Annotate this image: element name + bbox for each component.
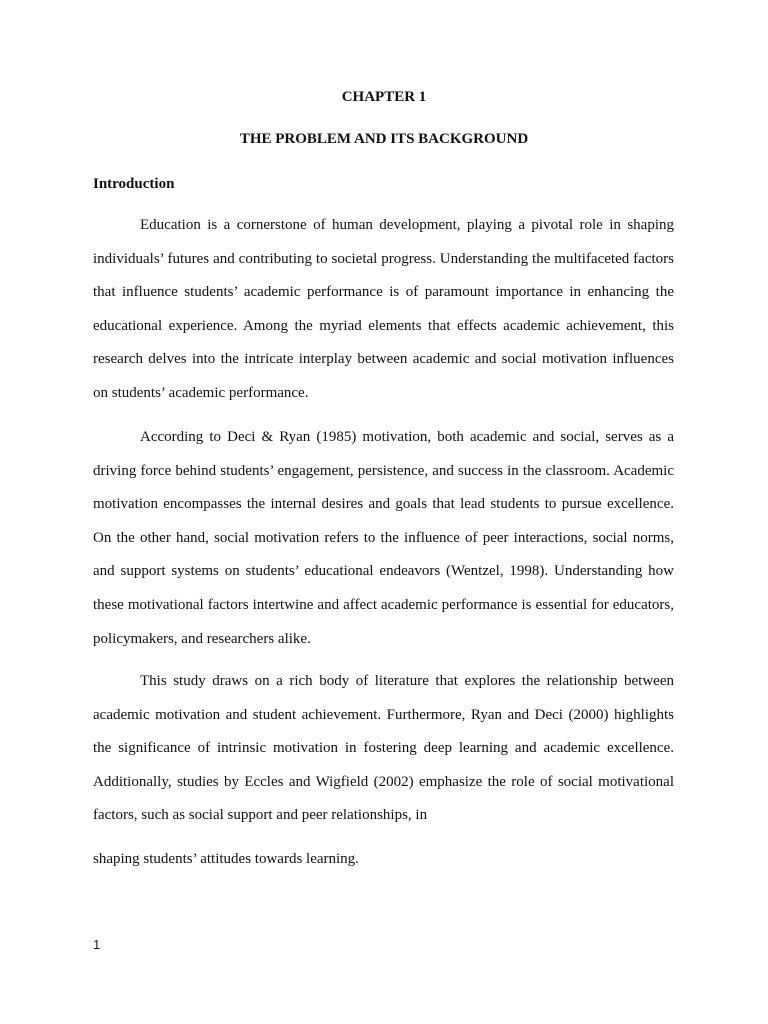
chapter-title: THE PROBLEM AND ITS BACKGROUND — [239, 131, 529, 147]
paragraph-continuation: shaping students’ attitudes towards learning. — [93, 851, 359, 867]
paragraph-2: According to Deci & Ryan (1985) motivation, both academic and social, serves as a driving force behind students’ engagement, persistence, and success in the classroom. Academic motivation encompasses the internal desires and goals that lead students to pursue excellence. On the other hand, social motivation refers to the influence of peer interactions, social norms, and support systems on students’ educational endeavors (Wentzel, 1998). Understanding how these motivational factors intertwine and affect academic performance is essential for educators, policymakers, and researchers alike. — [93, 429, 674, 647]
page-number: 1 — [93, 937, 101, 952]
paragraph-3: This study draws on a rich body of literature that explores the relationship between academic motivation and student achievement. Furthermore, Ryan and Deci (2000) highlights the significance of intrinsic motivation in fostering deep learning and academic excellence. Additionally, studies by Eccles and Wigfield (2002) emphasize the role of social motivational factors, such as social support and peer relationships, in — [93, 673, 674, 824]
chapter-label: CHAPTER 1 — [341, 89, 427, 105]
section-heading: Introduction — [93, 176, 175, 192]
paragraph-1: Education is a cornerstone of human development, playing a pivotal role in shaping individuals’ futures and contributing to societal progress. Understanding the multifaceted factors that influence students’ academic performance is of paramount importance in enhancing the educational experience. Among the myriad elements that effects academic achievement, this research delves into the intricate interplay between academic and social motivation influences on students’ academic performance. — [93, 217, 674, 401]
